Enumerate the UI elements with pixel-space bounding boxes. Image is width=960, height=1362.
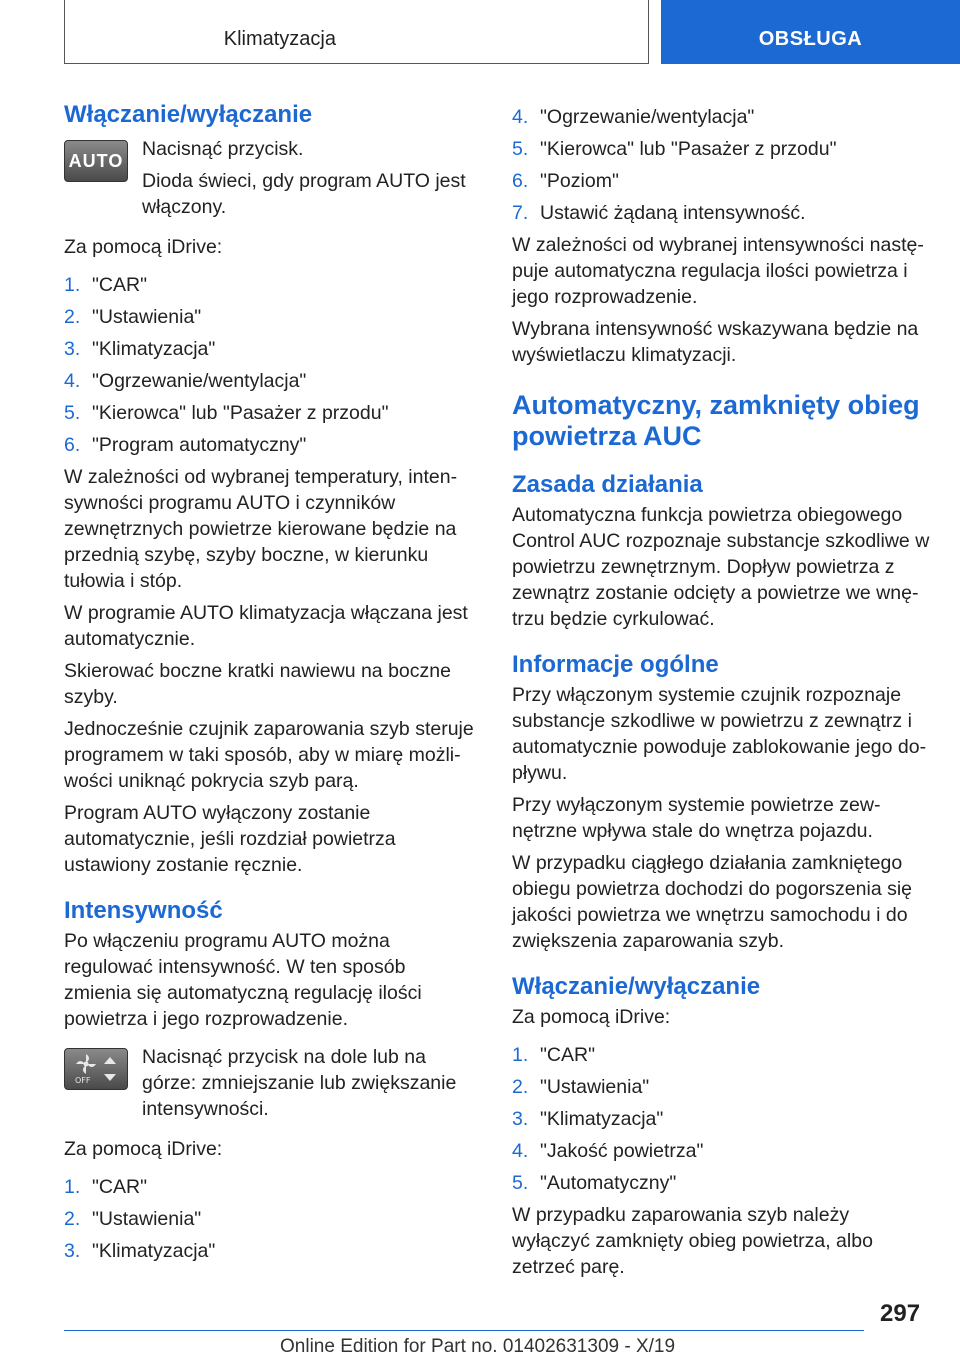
idrive-label-1: Za pomocą iDrive: <box>64 236 223 258</box>
idrive-list-1 <box>64 272 478 458</box>
footer-edition: Online Edition for Part no. 01402631309 - X/19 <box>280 1336 676 1357</box>
paragraph: Jednocześnie czujnik zaparowania szyb steruje programem w taki sposób, aby w miarę możliwości uniknąć pokrycia szyb parą. <box>64 718 474 792</box>
list-item: 3. "Klimatyzacja" <box>64 1240 216 1262</box>
paragraph: W przypadku ciągłego działania zamkniętego obiegu powietrza dochodzi do pogorszenia się jakości powietrza we wnętrzu samochodu i do zwiększenia zaparowania szyb. <box>512 852 913 952</box>
list-item: 1. "CAR" <box>64 1176 148 1198</box>
list-item: 2. "Ustawienia" <box>64 306 202 328</box>
heading-principle: Zasada działania <box>512 471 703 498</box>
idrive-list-3 <box>512 1042 930 1196</box>
auto-press-text: Nacisnąć przycisk. <box>142 138 304 160</box>
idrive-list-2-continued <box>512 104 930 226</box>
paragraph: W programie AUTO klimatyzacja włączana jest automatycznie. <box>64 602 468 650</box>
list-item: 2. "Ustawienia" <box>512 1076 650 1098</box>
auto-led-text: Dioda świeci, gdy program AUTO jest włączony. <box>142 170 466 218</box>
idrive-label-2: Za pomocą iDrive: <box>64 1138 223 1160</box>
right-column <box>512 100 930 1286</box>
heading-onoff-2: Włączanie/wyłączanie <box>512 973 761 1000</box>
left-column <box>64 100 478 1270</box>
heading-auc: Automatyczny, zamknięty obieg powietrza AUC <box>512 390 920 451</box>
fan-button-block <box>64 1044 478 1122</box>
list-item: 3. "Klimatyzacja" <box>64 338 216 360</box>
list-item: 6. "Poziom" <box>512 170 619 192</box>
header-tab <box>661 0 960 64</box>
paragraph: W zależności od wybranej intensywności następuje automatyczna regulacja ilości powietrza i jego rozprowadzenie. <box>512 234 924 308</box>
paragraph: Przy włączonym systemie czujnik rozpoznaje substancje szkodliwe w powietrzu z zewnątrz i automatycznie powoduje zablokowanie jego dopływu. <box>512 684 927 784</box>
list-item: 6. "Program automatyczny" <box>64 434 307 456</box>
header-left-box <box>64 0 649 64</box>
header-tab-label: OBSŁUGA <box>758 28 863 50</box>
paragraph: Automatyczna funkcja powietrza obiegowego Control AUC rozpoznaje substancje szkodliwe w powietrzu zewnętrznym. Dopływ powietrza z zewnątrz zostanie odcięty a powietrze we wnętrzu będzie cyrkulować. <box>512 504 930 630</box>
heading-general-info: Informacje ogólne <box>512 651 719 678</box>
footer-divider <box>64 1330 864 1331</box>
svg-text:OFF: OFF <box>75 1076 91 1085</box>
paragraph: Przy wyłączonym systemie powietrze zewnętrzne wpływa stale do wnętrza pojazdu. <box>512 794 881 842</box>
heading-intensity: Intensywność <box>64 897 223 924</box>
list-item: 1. "CAR" <box>512 1044 596 1066</box>
heading-onoff: Włączanie/wyłączanie <box>64 101 313 128</box>
fan-icon <box>66 1050 126 1088</box>
list-item: 4. "Ogrzewanie/wentylacja" <box>512 106 755 128</box>
auto-button-icon: AUTO <box>64 140 128 182</box>
list-item: 1. "CAR" <box>64 274 148 296</box>
paragraph: W przypadku zaparowania szyb należy wyłączyć zamknięty obieg powietrza, albo zetrzeć parę. <box>512 1204 873 1278</box>
list-item: 4. "Jakość powietrza" <box>512 1140 704 1162</box>
idrive-list-2 <box>64 1174 478 1264</box>
list-item: 5. "Kierowca" lub "Pasażer z przodu" <box>64 402 389 424</box>
paragraph: Skierować boczne kratki nawiewu na boczne szyby. <box>64 660 451 708</box>
fan-button-text: Nacisnąć przycisk na dole lub na górze: zmniejszanie lub zwiększanie intensywności. <box>142 1046 457 1120</box>
fan-intensity-button-icon <box>64 1048 128 1090</box>
list-item: 3. "Klimatyzacja" <box>512 1108 664 1130</box>
paragraph: Po włączeniu programu AUTO można regulować intensywność. W ten sposób zmienia się automatyczną regulację ilości powietrza i jego rozprowadzenie. <box>64 930 422 1030</box>
list-item: 2. "Ustawienia" <box>64 1208 202 1230</box>
list-item: 4. "Ogrzewanie/wentylacja" <box>64 370 307 392</box>
paragraph: Program AUTO wyłączony zostanie automatycznie, jeśli rozdział powietrza ustawiony zostanie ręcznie. <box>64 802 396 876</box>
page-number: 297 <box>880 1300 921 1327</box>
section-title: Klimatyzacja <box>223 28 336 50</box>
list-item: 5. "Automatyczny" <box>512 1172 677 1194</box>
paragraph: W zależności od wybranej temperatury, intensywności programu AUTO i czynników zewnętrznych powietrze kierowane będzie na przednią szybę, szyby boczne, w kierunku tułowia i stóp. <box>64 466 458 592</box>
idrive-label-3: Za pomocą iDrive: <box>512 1006 671 1028</box>
paragraph: Wybrana intensywność wskazywana będzie na wyświetlaczu klimatyzacji. <box>512 318 919 366</box>
list-item: 5. "Kierowca" lub "Pasażer z przodu" <box>512 138 837 160</box>
list-item: 7. Ustawić żądaną intensywność. <box>512 202 806 224</box>
auto-button-block <box>64 136 478 220</box>
